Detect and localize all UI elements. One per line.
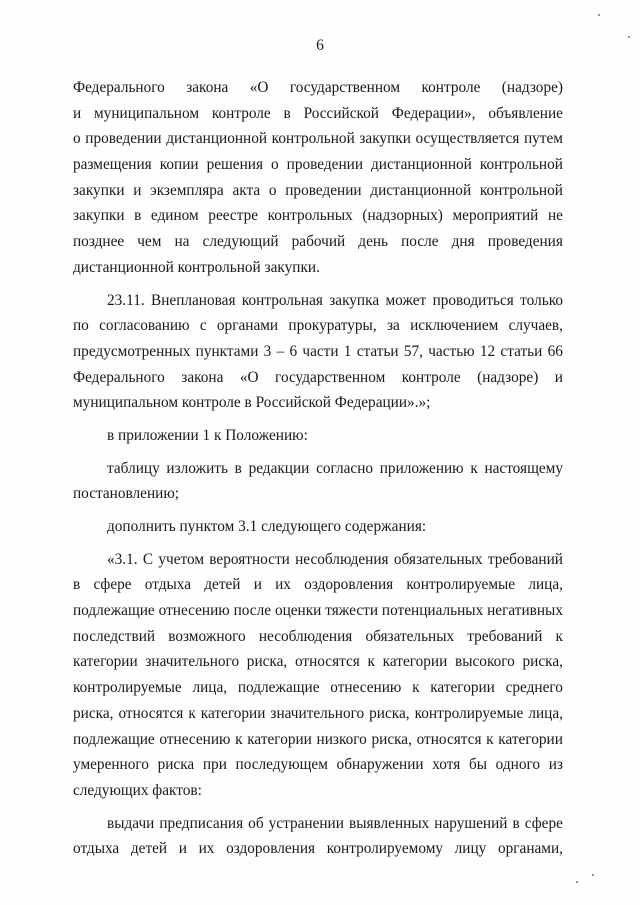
word: органами, xyxy=(497,840,563,858)
word: требований xyxy=(467,627,543,645)
paragraph-gap xyxy=(73,281,563,288)
word: контрольной xyxy=(479,181,563,199)
word: 6 xyxy=(289,342,298,360)
word: из xyxy=(548,756,563,774)
word: выявленных xyxy=(348,814,430,832)
word: позднее xyxy=(73,233,125,251)
word: детей xyxy=(130,840,168,858)
word: рабочий xyxy=(291,233,346,251)
text-line: муниципальном контроле в Российской Федерации».»; xyxy=(73,394,431,412)
text-line: следующих фактов: xyxy=(73,781,202,799)
word: негативных xyxy=(487,602,563,620)
word: муниципальном xyxy=(94,104,200,122)
word: закупки xyxy=(73,181,125,199)
paragraph-gap xyxy=(73,804,563,811)
word: 23.11. xyxy=(107,291,145,309)
word: закупка xyxy=(329,291,380,309)
word: «О xyxy=(239,368,259,386)
word: Внеплановая xyxy=(151,291,236,309)
word: оздоровления xyxy=(226,840,316,858)
word: категории xyxy=(430,679,495,697)
word: части xyxy=(302,342,339,360)
word: значительного xyxy=(145,653,240,671)
word: контроле xyxy=(421,79,481,96)
word: высокого xyxy=(455,653,515,671)
paragraph-gap xyxy=(73,416,563,423)
word: 66 xyxy=(547,342,563,360)
word: не xyxy=(547,207,563,225)
text-line xyxy=(73,811,563,837)
word: учетом xyxy=(158,550,205,568)
word: таблицу xyxy=(107,459,160,477)
word: устранении xyxy=(268,814,344,832)
word: Федерации», xyxy=(391,104,476,122)
word: дистанционной xyxy=(370,181,472,199)
word: прокуратуры, xyxy=(288,317,377,335)
scan-speck xyxy=(592,874,594,876)
word: может xyxy=(385,291,427,309)
word: Российской xyxy=(303,104,379,122)
word: категории xyxy=(498,730,563,748)
text-line xyxy=(73,752,563,778)
word: закона xyxy=(181,368,224,386)
word: согласованию xyxy=(99,317,190,335)
word: закупки xyxy=(73,207,125,225)
word: и xyxy=(253,576,262,594)
text-line xyxy=(73,365,563,391)
text-line xyxy=(73,126,563,152)
word: риска, xyxy=(371,730,412,748)
word: настоящему xyxy=(484,459,563,477)
word: оздоровления xyxy=(304,576,394,594)
word: Федерального xyxy=(73,79,165,96)
word: едином xyxy=(150,207,199,225)
text-line xyxy=(73,229,563,255)
word: контрольных xyxy=(267,207,353,225)
word: обязательных xyxy=(393,550,483,568)
document-body xyxy=(73,75,563,862)
word: в xyxy=(283,104,291,122)
word: возможного xyxy=(168,627,246,645)
word: (надзоре) xyxy=(501,79,563,96)
text-line xyxy=(73,456,563,482)
word: в xyxy=(512,814,520,832)
word: к xyxy=(188,704,196,722)
word: 3 xyxy=(263,342,272,360)
word: после xyxy=(401,233,439,251)
scan-speck xyxy=(628,36,630,38)
scan-speck xyxy=(576,881,578,883)
word: акта xyxy=(232,181,261,199)
word: статьи xyxy=(356,342,399,360)
word: (надзоре) xyxy=(477,368,539,386)
word: реестре xyxy=(208,207,259,225)
word: контрольной xyxy=(479,156,563,174)
word: категории xyxy=(200,704,266,722)
text-line: постановлению; xyxy=(73,485,179,503)
text-line: дополнить пунктом 3.1 следующего содержания: xyxy=(107,518,427,535)
paragraph xyxy=(73,811,563,862)
word: по xyxy=(73,317,89,335)
word: последствий xyxy=(73,627,156,645)
word: риска, xyxy=(522,653,563,671)
word: 1 xyxy=(343,342,352,360)
word: к xyxy=(367,653,375,671)
word: обнаружении xyxy=(336,756,424,774)
word: 12 xyxy=(479,342,496,360)
word: контрольная xyxy=(241,291,323,309)
text-line xyxy=(73,598,563,624)
paragraph xyxy=(73,75,563,281)
word: отдыха xyxy=(144,576,192,594)
word: органами xyxy=(216,317,279,335)
word: относятся xyxy=(416,730,482,748)
word: день xyxy=(358,233,389,251)
word: сфере xyxy=(93,576,132,594)
word: частью xyxy=(428,342,475,360)
word: нарушений xyxy=(434,814,508,832)
word: дистанционной xyxy=(371,156,472,174)
word: о xyxy=(271,156,279,174)
paragraph-gap xyxy=(73,507,563,514)
word: отдыха xyxy=(73,840,120,858)
text-line xyxy=(73,288,563,314)
word: контролируемые xyxy=(406,576,516,594)
word: выдачи xyxy=(107,814,155,832)
word: дня xyxy=(451,233,475,251)
word: на xyxy=(174,233,190,251)
word: о xyxy=(268,181,277,199)
paragraph xyxy=(73,514,563,540)
word: отнесению xyxy=(330,679,402,697)
word: проведении xyxy=(85,130,162,148)
word: осуществляется xyxy=(415,130,520,148)
word: путем xyxy=(523,130,563,148)
word: требований xyxy=(487,550,563,568)
word: риска xyxy=(157,756,195,774)
word: и xyxy=(133,181,142,199)
text-line xyxy=(73,101,563,127)
word: государственном xyxy=(289,79,401,96)
word: С xyxy=(142,550,154,568)
word: подлежащие xyxy=(237,679,320,697)
word: несоблюдения xyxy=(295,550,389,568)
word: лица, xyxy=(192,679,228,697)
text-line xyxy=(73,572,563,598)
scan-speck xyxy=(598,14,600,16)
word: приложению xyxy=(379,459,464,477)
text-line xyxy=(73,152,563,178)
word: категории xyxy=(247,730,312,748)
word: «3.1. xyxy=(107,550,138,568)
word: с xyxy=(199,317,207,335)
word: предписания xyxy=(159,814,244,832)
word: сфере xyxy=(524,814,563,832)
word: «О xyxy=(249,79,269,96)
word: контрольной xyxy=(271,130,355,148)
word: и xyxy=(73,104,82,122)
word: отнесению xyxy=(158,602,230,620)
word: проведения xyxy=(487,233,563,251)
word: обязательных xyxy=(365,627,455,645)
paragraph-gap xyxy=(73,449,563,456)
word: чем xyxy=(137,233,162,251)
word: подлежащие xyxy=(73,602,155,620)
word: Федерального xyxy=(73,368,165,386)
paragraph-gap xyxy=(73,540,563,547)
paragraph xyxy=(73,423,563,449)
paragraph xyxy=(73,288,563,416)
word: согласно xyxy=(316,459,374,477)
word: в xyxy=(73,576,81,594)
text-line xyxy=(73,649,563,675)
text-line xyxy=(73,547,563,573)
word: к xyxy=(486,730,494,748)
page-number: 6 xyxy=(316,37,324,54)
text-line xyxy=(73,75,563,101)
text-line xyxy=(73,624,563,650)
word: категории xyxy=(382,653,448,671)
word: закона xyxy=(186,79,229,96)
word: значительного xyxy=(270,704,365,722)
word: мероприятий xyxy=(452,207,539,225)
word: контролируемому xyxy=(326,840,444,858)
text-line xyxy=(73,836,563,862)
word: (надзорных) xyxy=(362,207,443,225)
word: статьи xyxy=(500,342,543,360)
word: изложить xyxy=(166,459,228,477)
word: среднего xyxy=(505,679,563,697)
word: риска, xyxy=(246,653,288,671)
word: вероятности xyxy=(209,550,290,568)
text-line xyxy=(73,203,563,229)
word: следующий xyxy=(202,233,279,251)
word: их xyxy=(275,576,291,594)
word: лица, xyxy=(528,704,563,722)
word: о xyxy=(73,130,81,148)
word: бы xyxy=(468,756,487,774)
paragraph xyxy=(73,456,563,507)
word: подлежащие xyxy=(73,730,155,748)
word: и xyxy=(178,840,187,858)
text-line: дистанционной контрольной закупки. xyxy=(73,258,320,276)
text-line xyxy=(73,178,563,204)
word: детей xyxy=(204,576,241,594)
word: несоблюдения xyxy=(258,627,353,645)
word: дистанционной xyxy=(166,130,268,148)
word: к xyxy=(555,627,563,645)
word: редакции xyxy=(248,459,310,477)
word: оценки xyxy=(274,602,322,620)
word: проведении xyxy=(286,156,364,174)
text-line xyxy=(73,701,563,727)
word: относятся xyxy=(118,704,184,722)
word: размещения xyxy=(73,156,152,174)
word: хотя xyxy=(432,756,461,774)
word: исключением xyxy=(410,317,499,335)
word: контроле xyxy=(401,368,461,386)
word: об xyxy=(248,814,264,832)
word: за xyxy=(386,317,400,335)
word: к xyxy=(470,459,478,477)
word: закупки xyxy=(359,130,411,148)
text-line xyxy=(73,313,563,339)
text-line xyxy=(73,727,563,753)
word: в xyxy=(134,207,142,225)
word: пунктами xyxy=(195,342,259,360)
word: 57, xyxy=(403,342,423,360)
word: случаев, xyxy=(508,317,563,335)
word: предусмотренных xyxy=(73,342,191,360)
word: после xyxy=(233,602,272,620)
text-line: в приложении 1 к Положению: xyxy=(107,426,308,444)
word: категории xyxy=(73,653,138,671)
word: – xyxy=(276,342,285,360)
word: решения xyxy=(206,156,264,174)
word: относятся xyxy=(294,653,360,671)
word: контролируемые xyxy=(414,704,524,722)
word: к xyxy=(235,730,243,748)
word: контроле xyxy=(211,104,271,122)
text-line xyxy=(73,339,563,365)
word: экземпляра xyxy=(150,181,224,199)
word: государственном xyxy=(275,368,386,386)
text-line xyxy=(73,675,563,701)
word: риска, xyxy=(73,704,114,722)
word: потенциальных xyxy=(381,602,484,620)
word: контролируемые xyxy=(73,679,182,697)
paragraph xyxy=(73,547,563,804)
word: лица, xyxy=(528,576,563,594)
word: и xyxy=(554,368,563,386)
word: умеренного xyxy=(73,756,149,774)
word: тяжести xyxy=(325,602,378,620)
word: к xyxy=(412,679,420,697)
word: риска, xyxy=(369,704,410,722)
word: объявление xyxy=(488,104,563,122)
word: при xyxy=(202,756,227,774)
word: отнесению xyxy=(159,730,231,748)
word: в xyxy=(234,459,242,477)
word: одного xyxy=(495,756,541,774)
word: проведении xyxy=(285,181,362,199)
word: копии xyxy=(159,156,199,174)
word: последующем xyxy=(235,756,328,774)
word: лицу xyxy=(454,840,487,858)
word: проводиться xyxy=(432,291,514,309)
word: только xyxy=(520,291,563,309)
word: низкого xyxy=(316,730,367,748)
word: их xyxy=(198,840,215,858)
